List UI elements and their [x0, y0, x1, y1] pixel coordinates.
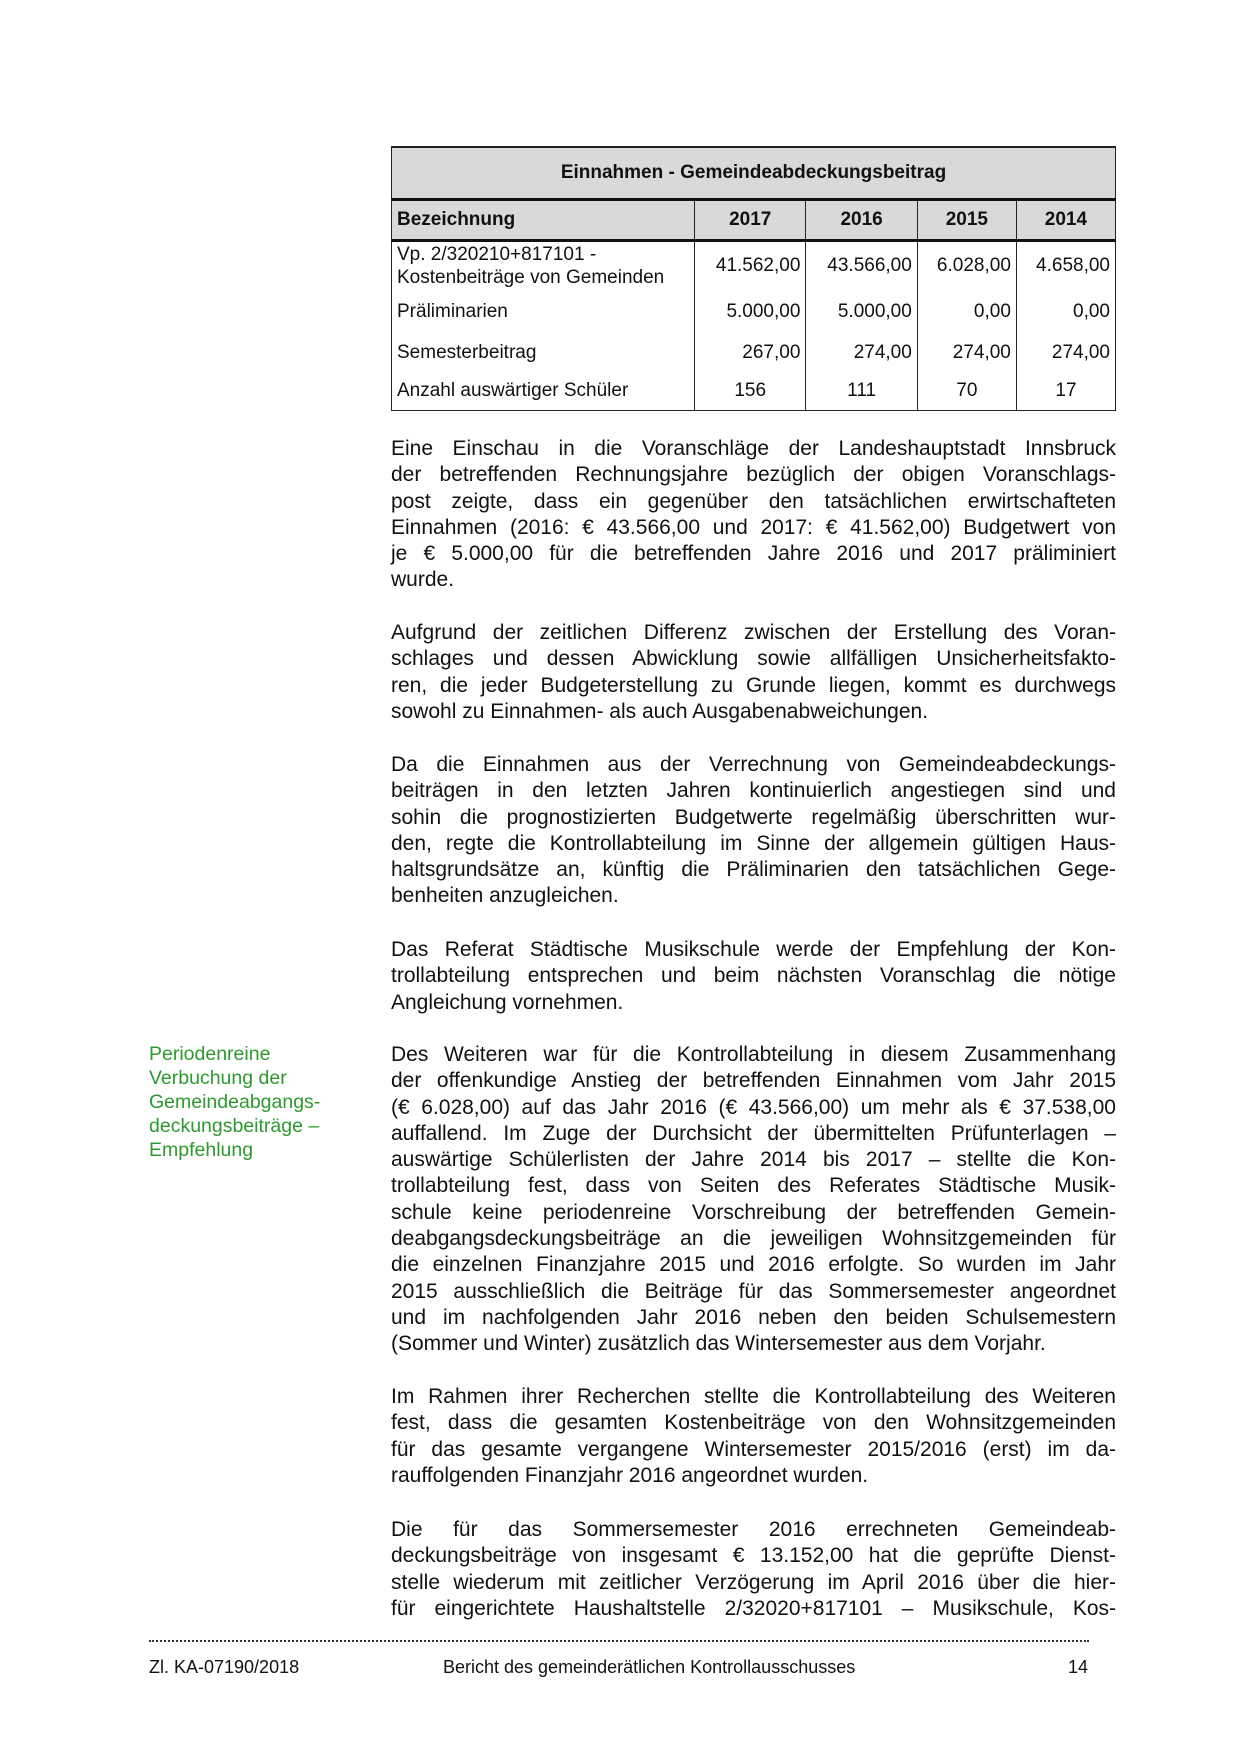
paragraph	[391, 1517, 1116, 1622]
text-line: je € 5.000,00 für die betreffenden Jahre 2016 und 2017 präliminiert	[391, 542, 1116, 566]
paragraph	[391, 620, 1116, 725]
text-line: beiträgen in den letzten Jahren kontinuierlich angestiegen sind und	[391, 779, 1116, 803]
text-line: stelle wiederum mit zeitlicher Verzögerung im April 2016 über die hier-	[391, 1570, 1116, 1594]
header-cell: 2015	[917, 200, 1016, 241]
table-row	[392, 241, 1116, 291]
page-number: 14	[1068, 1657, 1089, 1677]
margin-note-line: Verbuchung der	[149, 1067, 287, 1089]
table-header-row	[392, 200, 1116, 241]
table-row	[392, 373, 1116, 411]
value-cell: 0,00	[1016, 291, 1115, 333]
text-line: sohin die prognostizierten Budgetwerte regelmäßig überschritten wur-	[391, 805, 1116, 829]
text-line: fest, dass die gesamten Kostenbeiträge von den Wohnsitzgemeinden	[391, 1411, 1116, 1435]
text-line: ren, die jeder Budgeterstellung zu Grunde liegen, kommt es durchwegs	[391, 673, 1116, 697]
margin-note	[149, 1042, 349, 1162]
margin-note-line: Gemeindeabgangs-	[149, 1091, 321, 1113]
text-line: Einnahmen (2016: € 43.566,00 und 2017: € 41.562,00) Budgetwert von	[391, 515, 1116, 539]
paragraph	[391, 752, 1116, 910]
text-line: deckungsbeiträge von insgesamt € 13.152,00 hat die geprüfte Dienst-	[391, 1544, 1116, 1568]
margin-note-line: Empfehlung	[149, 1139, 254, 1161]
text-line: Im Rahmen ihrer Recherchen stellte die Kontrollabteilung des Weiteren	[391, 1385, 1116, 1408]
value-cell: 111	[806, 373, 917, 411]
text-line: auswärtige Schülerlisten der Jahre 2014 bis 2017 – stellte die Kon-	[391, 1148, 1116, 1172]
margin-note-line: deckungsbeiträge –	[149, 1115, 320, 1137]
text-line: trollabteilung fest, dass von Seiten des Referates Städtische Musik-	[391, 1174, 1116, 1198]
label-line: Vp. 2/320210+817101 -	[397, 244, 597, 266]
header-cell: 2016	[806, 200, 917, 241]
text-line: der betreffenden Rechnungsjahre bezüglich der obigen Voranschlags-	[391, 463, 1116, 487]
label-line: Kostenbeiträge von Gemeinden	[397, 267, 665, 289]
value-cell: 274,00	[917, 333, 1016, 373]
text-line: post zeigte, dass ein gegenüber den tatsächlichen erwirtschafteten	[391, 489, 1116, 513]
text-line: Des Weiteren war für die Kontrollabteilung in diesem Zusammenhang	[391, 1043, 1116, 1066]
value-cell: 0,00	[917, 291, 1016, 333]
paragraph	[391, 1384, 1116, 1489]
header-cell: 2014	[1016, 200, 1115, 241]
footer-title: Bericht des gemeinderätlichen Kontrollausschusses	[443, 1657, 856, 1677]
table-row	[392, 333, 1116, 373]
text-line: sowohl zu Einnahmen- als auch Ausgabenabweichungen.	[391, 699, 929, 723]
text-line: wurde.	[391, 568, 455, 592]
value-cell: 5.000,00	[806, 291, 917, 333]
value-cell: 267,00	[695, 333, 806, 373]
value-cell: 4.658,00	[1016, 241, 1115, 291]
text-line: 2015 ausschließlich die Beiträge für das Sommersemester angeordnet	[391, 1279, 1116, 1303]
text-line: (Sommer und Winter) zusätzlich das Wintersemester aus dem Vorjahr.	[391, 1332, 1046, 1356]
paragraph	[391, 937, 1116, 1016]
text-line: Da die Einnahmen aus der Verrechnung von Gemeindeabdeckungs-	[391, 753, 1116, 776]
row-label: Semesterbeitrag	[392, 333, 695, 373]
footer-reference: Zl. KA-07190/2018	[149, 1657, 300, 1677]
text-line: Die für das Sommersemester 2016 errechneten Gemeindeab-	[391, 1518, 1116, 1541]
table-title: Einnahmen - Gemeindeabdeckungsbeitrag	[392, 147, 1116, 200]
row-label: Präliminarien	[392, 291, 695, 333]
value-cell: 6.028,00	[917, 241, 1016, 291]
header-cell: 2017	[695, 200, 806, 241]
text-line: die einzelnen Finanzjahre 2015 und 2016 erfolgte. So wurden im Jahr	[391, 1253, 1116, 1277]
text-line: rauffolgenden Finanzjahr 2016 angeordnet wurden.	[391, 1463, 869, 1487]
row-label: Anzahl auswärtiger Schüler	[392, 373, 695, 411]
text-line: haltsgrundsätze an, künftig die Präliminarien den tatsächlichen Gege-	[391, 858, 1116, 882]
text-line: benheiten anzugleichen.	[391, 884, 619, 908]
value-cell: 17	[1016, 373, 1115, 411]
text-line: Eine Einschau in die Voranschläge der Landeshauptstadt Innsbruck	[391, 437, 1116, 460]
value-cell: 41.562,00	[695, 241, 806, 291]
text-line: Das Referat Städtische Musikschule werde der Empfehlung der Kon-	[391, 938, 1116, 961]
paragraph	[391, 1042, 1116, 1358]
text-line: Aufgrund der zeitlichen Differenz zwischen der Erstellung des Voran-	[391, 621, 1116, 644]
row-label	[392, 241, 695, 291]
text-line: trollabteilung entsprechen und beim nächsten Voranschlag die nötige	[391, 964, 1116, 988]
text-line: deabgangsdeckungsbeiträge an die jeweiligen Wohnsitzgemeinden für	[391, 1227, 1116, 1251]
paragraph	[391, 436, 1116, 594]
text-line: auffallend. Im Zuge der Durchsicht der übermittelten Prüfunterlagen –	[391, 1121, 1116, 1145]
text-line: den, regte die Kontrollabteilung im Sinne der allgemein gültigen Haus-	[391, 831, 1116, 855]
value-cell: 70	[917, 373, 1016, 411]
footer-divider	[149, 1640, 1089, 1642]
value-cell: 43.566,00	[806, 241, 917, 291]
text-line: der offenkundige Anstieg der betreffenden Einnahmen vom Jahr 2015	[391, 1069, 1116, 1093]
text-line: (€ 6.028,00) auf das Jahr 2016 (€ 43.566,00) um mehr als € 37.538,00	[391, 1095, 1116, 1119]
value-cell: 274,00	[806, 333, 917, 373]
text-line: Angleichung vornehmen.	[391, 990, 624, 1014]
header-cell: Bezeichnung	[392, 200, 695, 241]
margin-note-line: Periodenreine	[149, 1043, 271, 1065]
text-line: schule keine periodenreine Vorschreibung der betreffenden Gemein-	[391, 1200, 1116, 1224]
value-cell: 5.000,00	[695, 291, 806, 333]
income-table	[391, 146, 1116, 411]
text-line: für eingerichtete Haushaltstelle 2/32020+817101 – Musikschule, Kos-	[391, 1596, 1116, 1620]
table-row	[392, 291, 1116, 333]
value-cell: 274,00	[1016, 333, 1115, 373]
text-line: für das gesamte vergangene Wintersemester 2015/2016 (erst) im da-	[391, 1437, 1116, 1461]
text-line: schlages und dessen Abwicklung sowie allfälligen Unsicherheitsfakto-	[391, 647, 1116, 671]
text-line: und im nachfolgenden Jahr 2016 neben den beiden Schulsemestern	[391, 1305, 1116, 1329]
value-cell: 156	[695, 373, 806, 411]
